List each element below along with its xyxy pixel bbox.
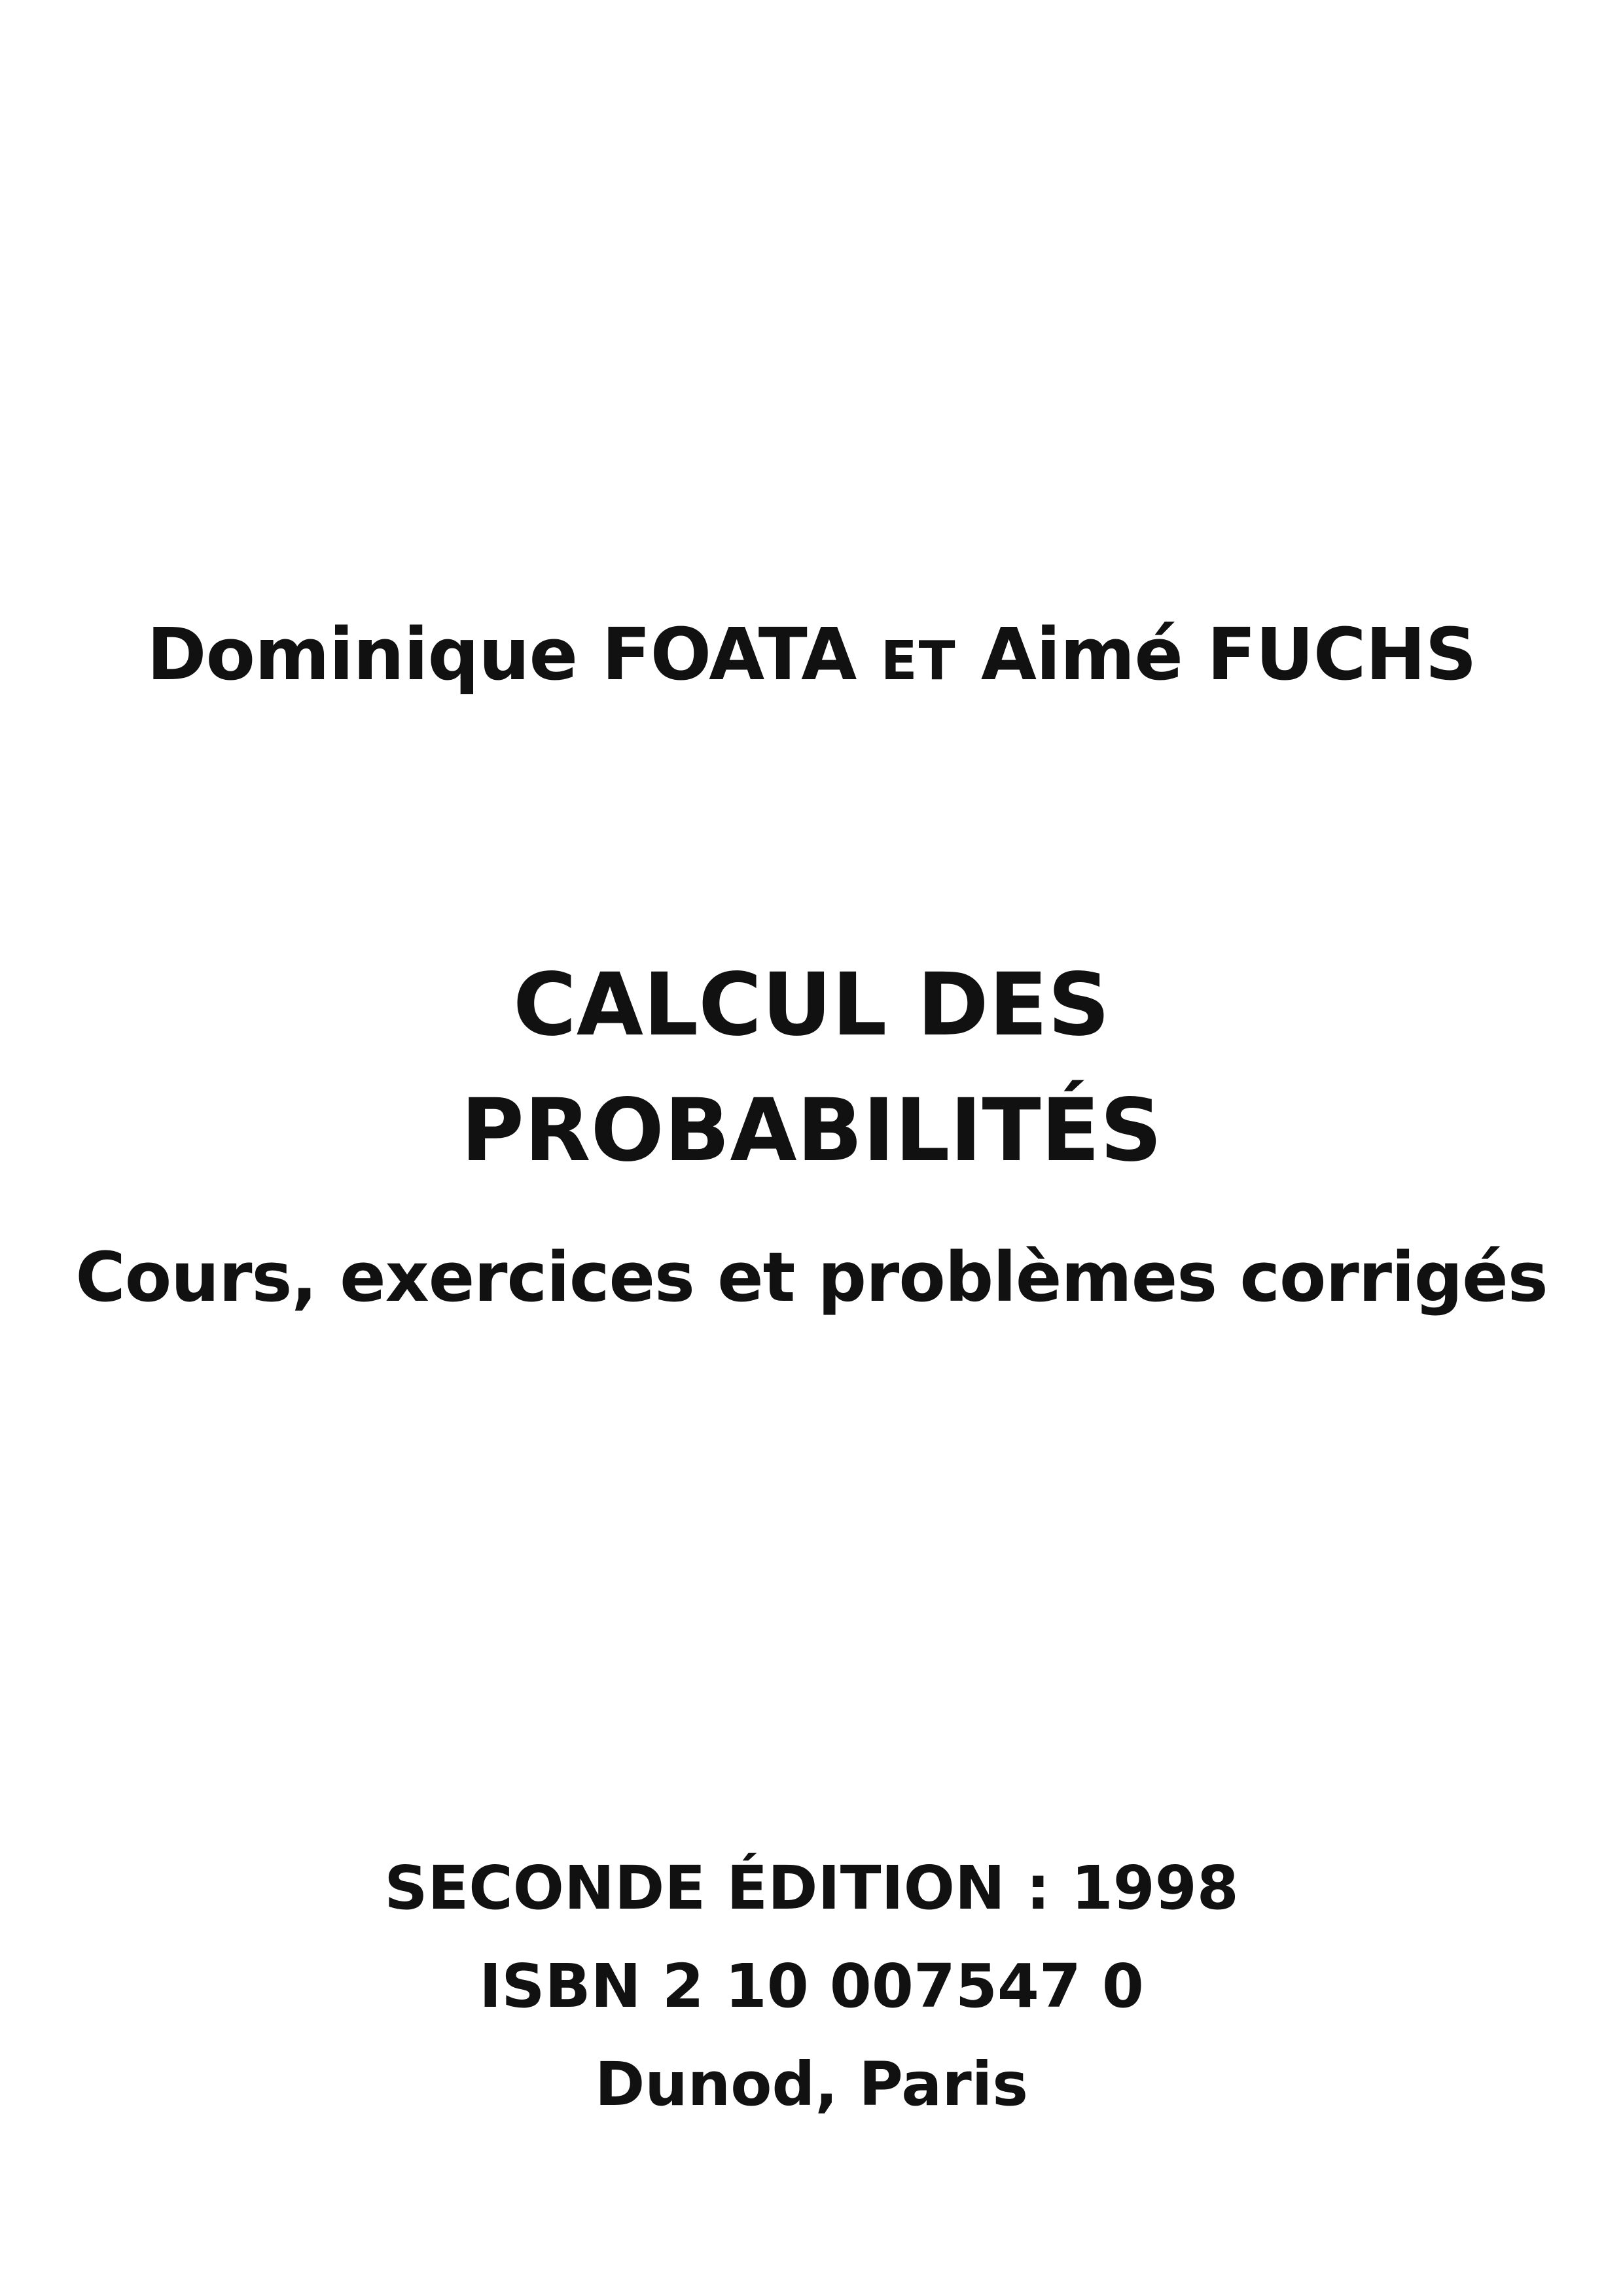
isbn-line: ISBN 2 10 007547 0 <box>479 1951 1144 2021</box>
book-subtitle: Cours, exercices et problèmes corrigés <box>75 1237 1548 1317</box>
book-title-line-1: CALCUL DES <box>512 955 1111 1055</box>
authors-conjunction: ET <box>880 630 957 692</box>
edition-line: SECONDE ÉDITION : 1998 <box>384 1853 1239 1923</box>
authors-line <box>0 612 1623 696</box>
publisher-line: Dunod, Paris <box>594 2049 1029 2119</box>
author-second: Aimé FUCHS <box>980 612 1476 696</box>
author-first: Dominique FOATA <box>147 612 857 696</box>
book-title-line-2: PROBABILITÉS <box>461 1080 1162 1181</box>
